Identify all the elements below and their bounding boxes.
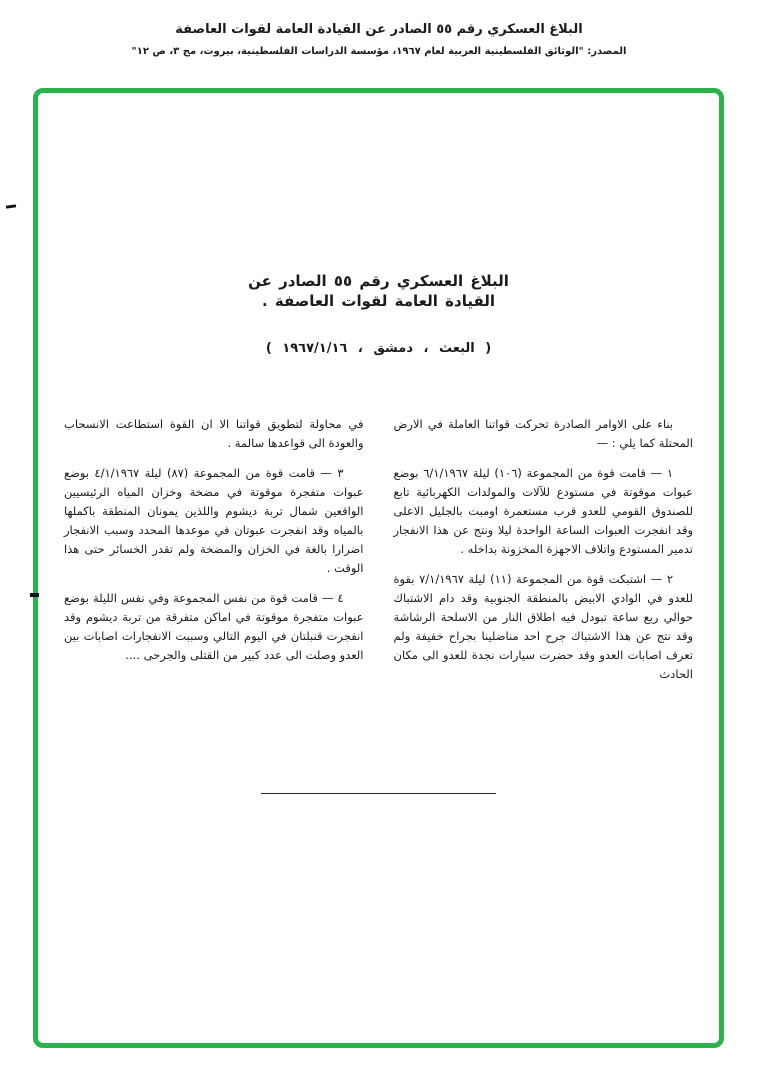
- scan-artifact: [30, 593, 39, 597]
- body-paragraph-continuation: في محاولة لتطويق قواتنا الا ان القوة استطاعت الانسحاب والعودة الى قواعدها سالمة .: [64, 417, 364, 450]
- document-header: [0, 22, 758, 57]
- body-column-left: [64, 415, 364, 695]
- document-source-citation: المصدر: "الوثائق الفلسطينية العربية لعام ١٩٦٧، مؤسسة الدراسات الفلسطينية، بيروت، مج ٣، ص ١٢": [131, 46, 627, 57]
- footer-rule: [261, 793, 496, 794]
- communique-title-line1: البلاغ العسكري رقم ٥٥ الصادر عن: [248, 272, 509, 290]
- document-header-title: البلاغ العسكري رقم ٥٥ الصادر عن القيادة العامة لقوات العاصفة: [175, 22, 583, 37]
- body-column-right: [394, 415, 694, 695]
- body-paragraph-intro: بناء على الاوامر الصادرة تحركت قواتنا العاملة في الارض المحتلة كما يلي : —: [393, 417, 693, 450]
- body-paragraph-item-4: ٤ — قامت قوة من نفس المجموعة وفي نفس الليلة بوضع عبوات متفجرة موقوتة في اماكن متفرقة من تربة ديشوم وقد انفجرت قنبلتان في اليوم التالي وسببت الانفجارات اصابات بين العدو وصلت الى عدد كبير من القتلى والجرحى ....: [64, 591, 364, 662]
- body-paragraph-item-2: ٢ — اشتبكت قوة من المجموعة (١١) ليلة ٧/١/١٩٦٧ بقوة للعدو في الوادي الابيض بالمنطقة الجنوبية وقد دام الاشتباك حوالي ربع ساعة تبودل فيه اطلاق النار من الاسلحة الرشاشة وقد نتج عن هذا الاشتباك جرح احد مناضلينا بجراح خفيفة ولم تعرف اصابات العدو وقد حضرت سيارات نجدة للعدو الى مكان الحادث: [393, 572, 693, 681]
- scan-artifact: [6, 204, 16, 208]
- communique-title-block: [38, 271, 719, 356]
- communique-dateline: ( البعث ، دمشق ، ١٩٦٧/١/١٦ ): [265, 341, 492, 356]
- communique-title-line2: القيادة العامة لقوات العاصفة .: [261, 292, 496, 310]
- body-columns: [38, 415, 719, 695]
- body-paragraph-item-3: ٣ — قامت قوة من المجموعة (٨٧) ليلة ٤/١/١٩٦٧ بوضع عبوات متفجرة موقوتة في مضخة وخزان المياه الرئيسيين الواقعين شمال تربة ديشوم واللذين يمونان المنطقة باكملها بالمياه وقد انفجرت عبوتان في موعدها المحدد وسبب الانفجار اضرارا بالغة في الخزان والمضخة ولم تقدر الخسائر حتى هذا الوقت .: [64, 466, 364, 575]
- green-page-border: [33, 88, 724, 1048]
- body-paragraph-item-1: ١ — قامت قوة من المجموعة (١٠٦) ليلة ٦/١/١٩٦٧ بوضع عبوات موقوتة في مستودع للآلات والمولدات الكهربائية تابع للصندوق القومي للعدو قرب مستعمرة اومبت بالجليل الاعلى وقد انفجرت العبوات الساعة الواحدة ليلا ونتج عن هذا الانفجار تدمير المستودع واتلاف الاجهزة المخزونة بداخله .: [393, 466, 693, 556]
